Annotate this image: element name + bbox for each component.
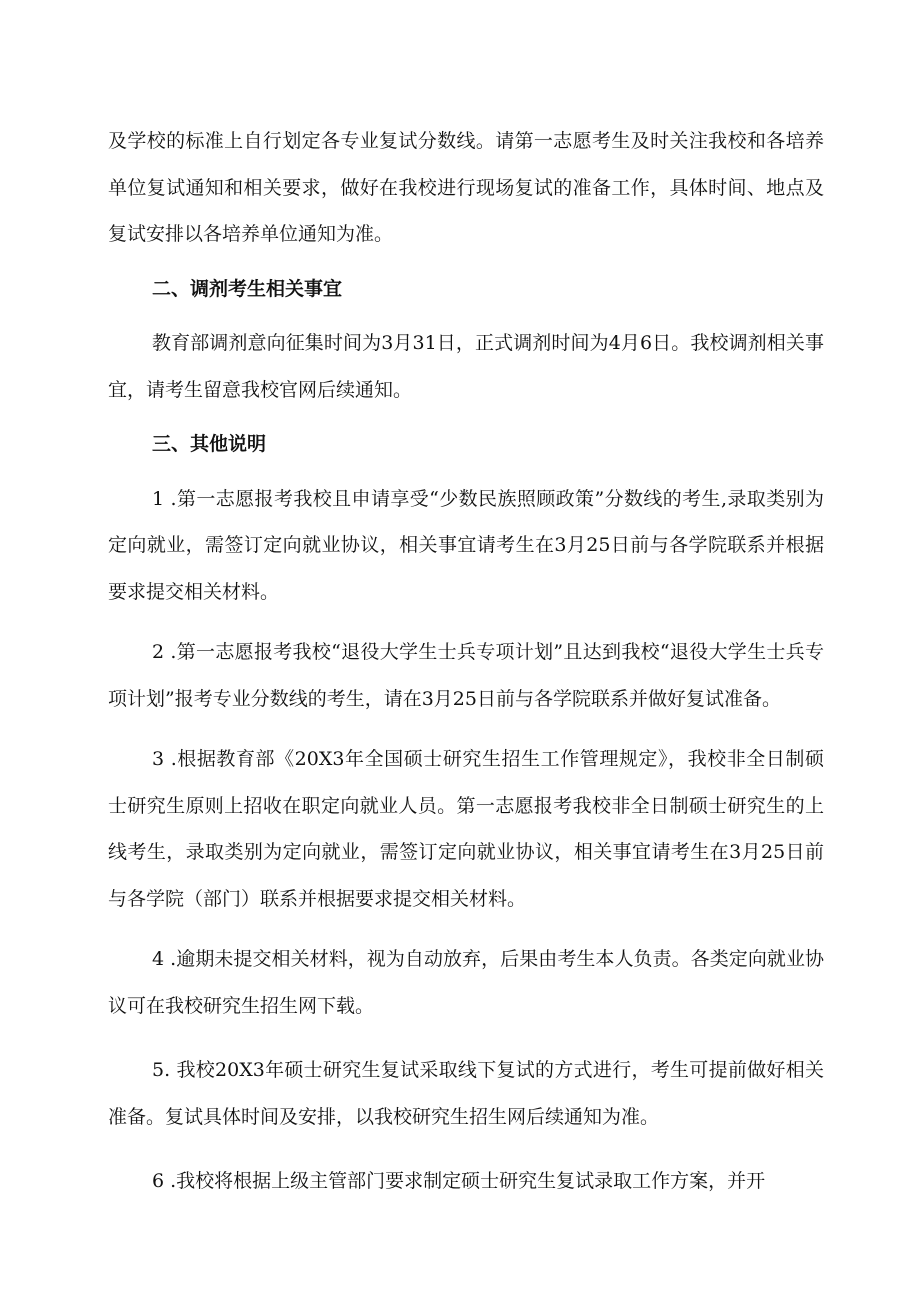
list-item-4: 4 .逾期未提交相关材料，视为自动放弃，后果由考生本人负责。各类定向就业协议可在我校研究生招生网下载。 [108, 948, 824, 1017]
paragraph-adjustment-details: 教育部调剂意向征集时间为3月31日，正式调剂时间为4月6日。我校调剂相关事宜，请考生留意我校官网后续通知。 [108, 332, 824, 401]
list-item-2: 2 .第一志愿报考我校“退役大学生士兵专项计划”且达到我校“退役大学生士兵专项计划”报考专业分数线的考生，请在3月25日前与各学院联系并做好复试准备。 [108, 641, 824, 710]
section-heading-adjustment: 二、调剂考生相关事宜 [152, 277, 343, 300]
list-item-6: 6 .我校将根据上级主管部门要求制定硕士研究生复试录取工作方案，并开 [152, 1170, 766, 1192]
section-heading-other-notes: 三、其他说明 [152, 433, 267, 455]
list-item-1: 1 .第一志愿报考我校且申请享受“少数民族照顾政策”分数线的考生,录取类别为定向就业，需签订定向就业协议，相关事宜请考生在3月25日前与各学院联系并根据要求提交相关材料。 [108, 487, 824, 603]
list-item-5: 5. 我校20X3年硕士研究生复试采取线下复试的方式进行，考生可提前做好相关准备。复试具体时间及安排，以我校研究生招生网后续通知为准。 [108, 1059, 824, 1128]
paragraph-continued-retest-notice: 及学校的标准上自行划定各专业复试分数线。请第一志愿考生及时关注我校和各培养单位复试通知和相关要求，做好在我校进行现场复试的准备工作，具体时间、地点及复试安排以各培养单位通知为准。 [108, 130, 824, 245]
document-page [108, 118, 824, 1205]
list-item-3: 3 .根据教育部《20X3年全国硕士研究生招生工作管理规定》，我校非全日制硕士研究生原则上招收在职定向就业人员。第一志愿报考我校非全日制硕士研究生的上线考生，录取类别为定向就业，需签订定向就业协议，相关事宜请考生在3月25日前与各学院（部门）联系并根据要求提交相关材料。 [108, 748, 824, 910]
